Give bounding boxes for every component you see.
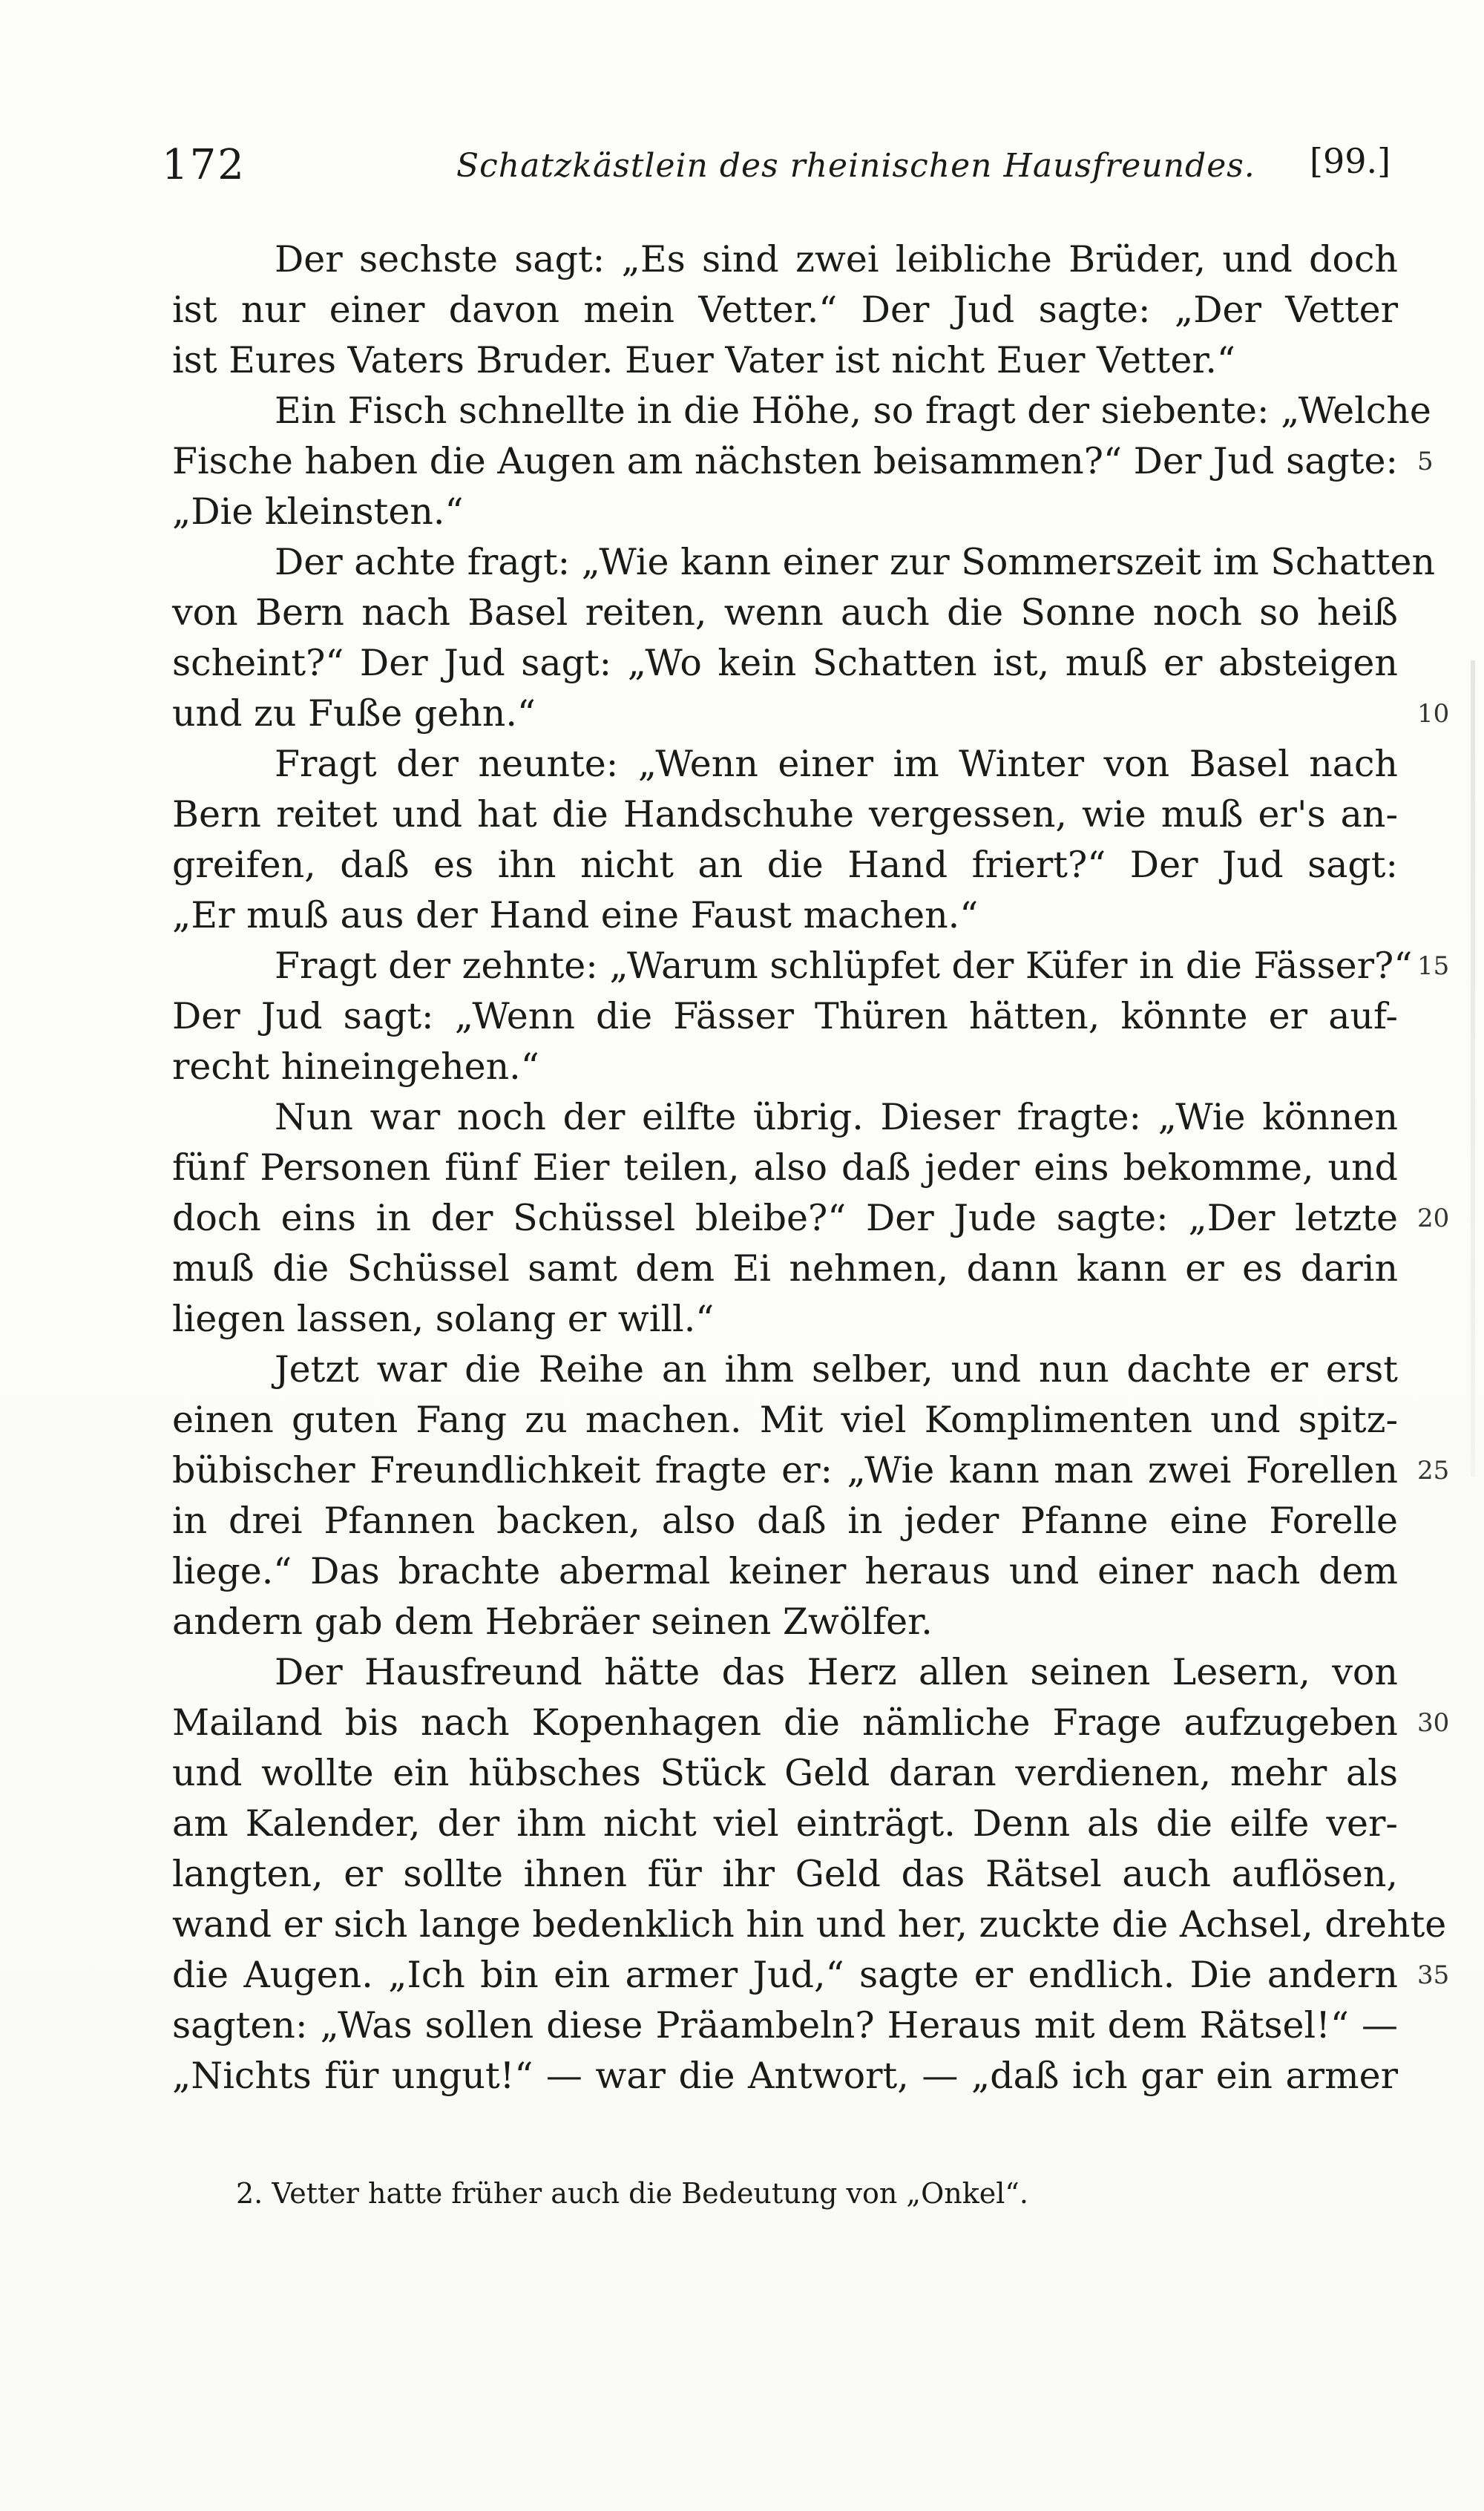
page-header <box>0 141 1484 200</box>
text-line: von Bern nach Basel reiten, wenn auch die Sonne noch so heiß <box>172 591 1398 634</box>
line-number-35: 35 <box>1417 1960 1450 1990</box>
line-number-15: 15 <box>1417 951 1450 981</box>
line-number-10: 10 <box>1417 699 1450 729</box>
text-line: und wollte ein hübsches Stück Geld daran verdienen, mehr als <box>172 1752 1398 1794</box>
text-line: andern gab dem Hebräer seinen Zwölfer. <box>172 1601 933 1643</box>
text-line: Fragt der neunte: „Wenn einer im Winter von Basel nach <box>275 743 1398 785</box>
page-reference: [99.] <box>1310 141 1391 181</box>
text-line: Mailand bis nach Kopenhagen die nämliche Frage aufzugeben <box>172 1701 1398 1744</box>
footnote: 2. Vetter hatte früher auch die Bedeutung von „Onkel“. <box>236 2177 1028 2210</box>
text-line: Fragt der zehnte: „Warum schlüpfet der Küfer in die Fässer?“ <box>275 945 1413 987</box>
text-line: liege.“ Das brachte abermal keiner heraus und einer nach dem <box>172 1550 1398 1592</box>
text-line: fünf Personen fünf Eier teilen, also daß jeder eins bekomme, und <box>172 1146 1398 1189</box>
text-line: Ein Fisch schnellte in die Höhe, so fragt der siebente: „Welche <box>275 390 1431 432</box>
text-line: doch eins in der Schüssel bleibe?“ Der Jude sagte: „Der letzte <box>172 1197 1398 1239</box>
line-number-5: 5 <box>1417 447 1434 476</box>
text-line: wand er sich lange bedenklich hin und her, zuckte die Achsel, drehte <box>172 1903 1447 1946</box>
text-line: Bern reitet und hat die Handschuhe vergessen, wie muß er's an- <box>172 793 1398 836</box>
text-line: sagten: „Was sollen diese Präambeln? Heraus mit dem Rätsel!“ — <box>172 2004 1398 2046</box>
text-line: langten, er sollte ihnen für ihr Geld das Rätsel auch auflösen, <box>172 1853 1398 1895</box>
running-title: Schatzkästlein des rheinischen Hausfreundes. <box>456 147 1255 185</box>
text-line: ist nur einer davon mein Vetter.“ Der Jud sagte: „Der Vetter <box>172 289 1398 331</box>
text-line: Der achte fragt: „Wie kann einer zur Sommerszeit im Schatten <box>275 541 1436 583</box>
text-line: „Die kleinsten.“ <box>172 490 464 533</box>
text-line: Fische haben die Augen am nächsten beisammen?“ Der Jud sagte: <box>172 440 1398 482</box>
text-line: recht hineingehen.“ <box>172 1046 539 1088</box>
text-line: Der Hausfreund hätte das Herz allen seinen Lesern, von <box>275 1651 1398 1693</box>
text-line: bübischer Freundlichkeit fragte er: „Wie kann man zwei Forellen <box>172 1449 1398 1491</box>
text-line: muß die Schüssel samt dem Ei nehmen, dann kann er es darin <box>172 1247 1398 1290</box>
scan-edge-mark <box>1471 660 1475 1477</box>
text-line: liegen lassen, solang er will.“ <box>172 1298 715 1340</box>
line-number-30: 30 <box>1417 1708 1450 1738</box>
text-line: und zu Fuße gehn.“ <box>172 692 536 735</box>
text-line: greifen, daß es ihn nicht an die Hand friert?“ Der Jud sagt: <box>172 844 1398 886</box>
line-number-25: 25 <box>1417 1456 1450 1486</box>
text-line: am Kalender, der ihm nicht viel einträgt. Denn als die eilfe ver- <box>172 1802 1398 1845</box>
text-line: in drei Pfannen backen, also daß in jeder Pfanne eine Forelle <box>172 1500 1398 1542</box>
line-number-20: 20 <box>1417 1204 1450 1233</box>
text-line: ist Eures Vaters Bruder. Euer Vater ist nicht Euer Vetter.“ <box>172 339 1235 381</box>
text-line: scheint?“ Der Jud sagt: „Wo kein Schatten ist, muß er absteigen <box>172 642 1398 684</box>
page-number: 172 <box>162 141 246 189</box>
text-line: Nun war noch der eilfte übrig. Dieser fragte: „Wie können <box>275 1096 1398 1138</box>
text-line: „Nichts für ungut!“ — war die Antwort, — „daß ich gar ein armer <box>172 2055 1398 2097</box>
text-line: „Er muß aus der Hand eine Faust machen.“ <box>172 894 979 936</box>
text-line: die Augen. „Ich bin ein armer Jud,“ sagte er endlich. Die andern <box>172 1954 1398 1996</box>
text-line: Der sechste sagt: „Es sind zwei leibliche Brüder, und doch <box>275 238 1398 280</box>
text-line: Jetzt war die Reihe an ihm selber, und nun dachte er erst <box>275 1348 1398 1391</box>
text-line: einen guten Fang zu machen. Mit viel Komplimenten und spitz- <box>172 1399 1398 1441</box>
text-line: Der Jud sagt: „Wenn die Fässer Thüren hätten, könnte er auf- <box>172 995 1398 1037</box>
